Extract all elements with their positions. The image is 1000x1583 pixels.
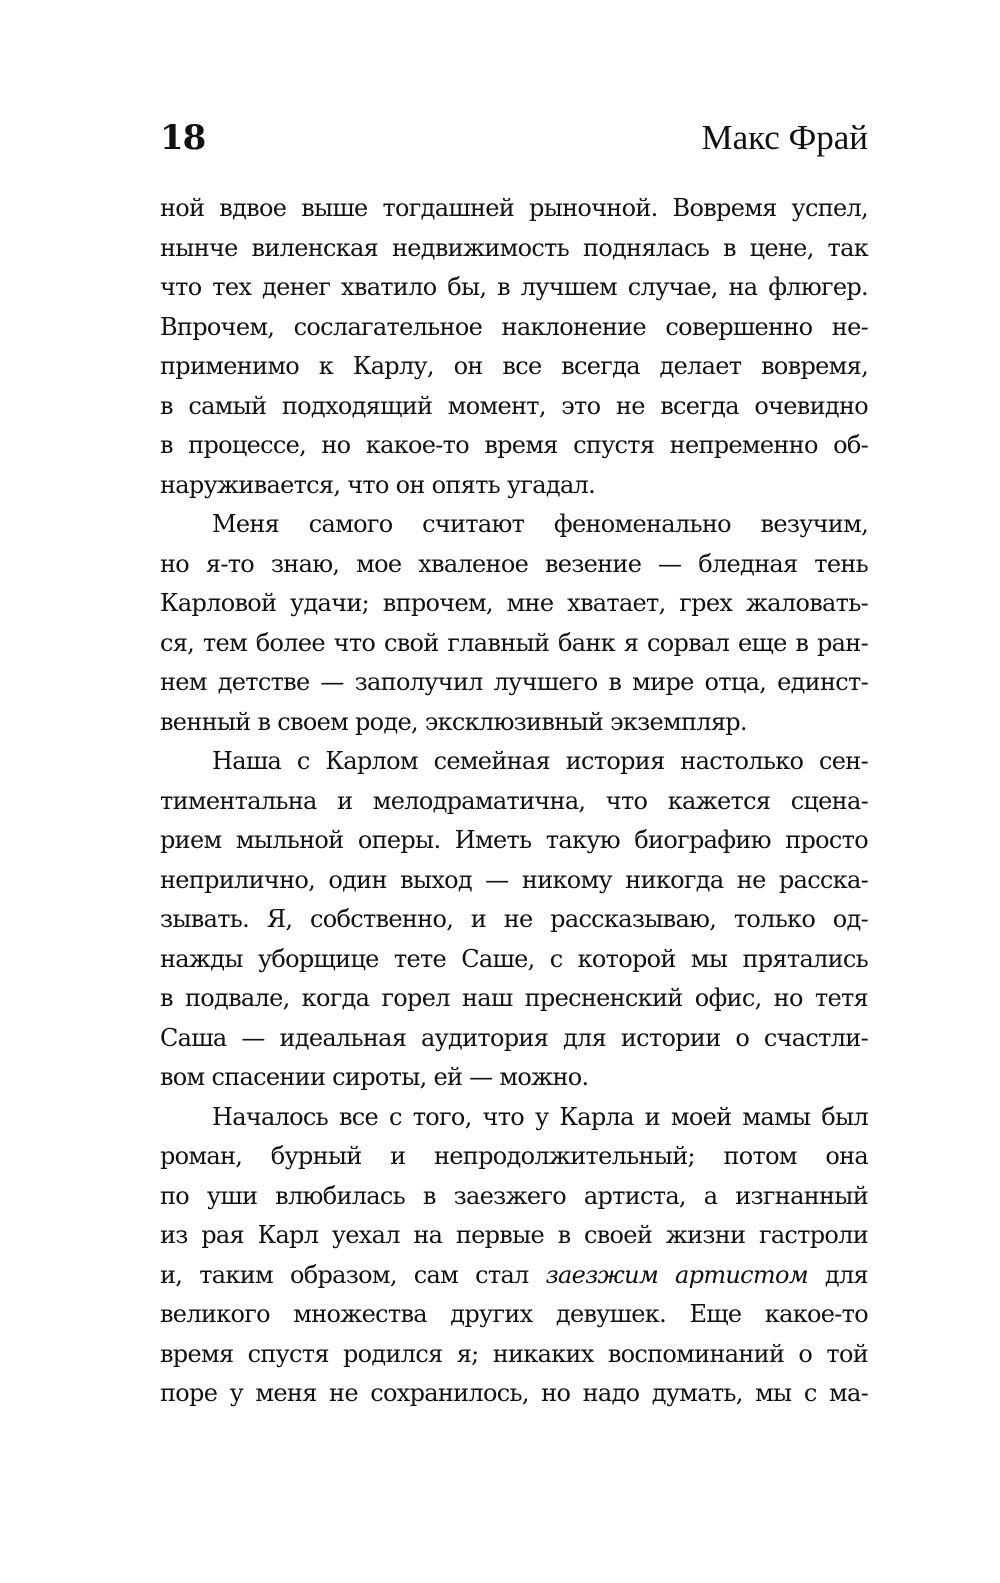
text-line: по уши влюбилась в заезжего артиста, а изгнанный <box>160 1181 868 1210</box>
text-line: нем детстве — заполучил лучшего в мире отца, единст- <box>160 668 868 696</box>
text-segment: для <box>824 1260 868 1289</box>
text-line: поре у меня не сохранилось, но надо думать, мы с ма- <box>160 1379 868 1407</box>
text-line-with-italic <box>160 1256 868 1296</box>
text-line: в самый подходящий момент, это не всегда очевидно <box>160 391 868 420</box>
text-line: вом спасении сироты, ей — можно. <box>160 1063 589 1091</box>
text-line: зывать. Я, собственно, и не рассказываю, только од- <box>160 905 868 933</box>
text-line: рием мыльной оперы. Иметь такую биографию просто <box>160 826 868 854</box>
page-number: 18 <box>160 118 206 158</box>
text-line: венный в своем роде, эксклюзивный экземпляр. <box>160 707 747 736</box>
text-line: ся, тем более что свой главный банк я сорвал еще в ран- <box>160 628 868 657</box>
text-line: Началось все с того, что у Карла и моей мамы был <box>212 1102 868 1131</box>
text-segment: и, таким образом, сам стал <box>160 1260 529 1289</box>
text-line: неприлично, один выход — никому никогда не расска- <box>160 865 868 894</box>
text-line: роман, бурный и непродолжительный; потом она <box>160 1142 868 1170</box>
text-line: Впрочем, сослагательное наклонение совершенно не- <box>160 312 868 341</box>
text-line: наруживается, что он опять угадал. <box>160 470 596 499</box>
text-line: тиментальна и мелодраматична, что кажется сцена- <box>160 786 868 815</box>
text-line: но я-то знаю, мое хваленое везение — бледная тень <box>160 549 868 578</box>
text-line: применимо к Карлу, он все всегда делает вовремя, <box>160 352 868 380</box>
text-line: нажды уборщице тете Саше, с которой мы прятались <box>160 944 868 973</box>
text-line: из рая Карл уехал на первые в своей жизни гастроли <box>160 1221 868 1249</box>
text-line: в подвале, когда горел наш пресненский офис, но тетя <box>160 984 868 1012</box>
running-title-author: Макс Фрай <box>701 118 868 157</box>
text-line: Наша с Карлом семейная история настолько сен- <box>212 747 868 775</box>
text-line: Саша — идеальная аудитория для истории о счастли- <box>160 1023 868 1052</box>
running-head <box>160 118 868 168</box>
text-line: в процессе, но какое-то время спустя непременно об- <box>160 431 868 459</box>
text-line: ной вдвое выше тогдашней рыночной. Вовремя успел, <box>160 194 868 222</box>
text-line: Меня самого считают феноменально везучим, <box>212 510 868 538</box>
text-line: время спустя родился я; никаких воспоминаний о той <box>160 1339 868 1368</box>
italic-phrase: заезжим артистом <box>545 1260 808 1289</box>
text-line: нынче виленская недвижимость поднялась в цене, так <box>160 233 868 262</box>
text-line: Карловой удачи; впрочем, мне хватает, грех жаловать- <box>160 589 868 617</box>
text-line: что тех денег хватило бы, в лучшем случае, на флюгер. <box>160 273 868 301</box>
text-line: великого множества других девушек. Еще какое-то <box>160 1300 868 1328</box>
body-text <box>160 189 868 1414</box>
